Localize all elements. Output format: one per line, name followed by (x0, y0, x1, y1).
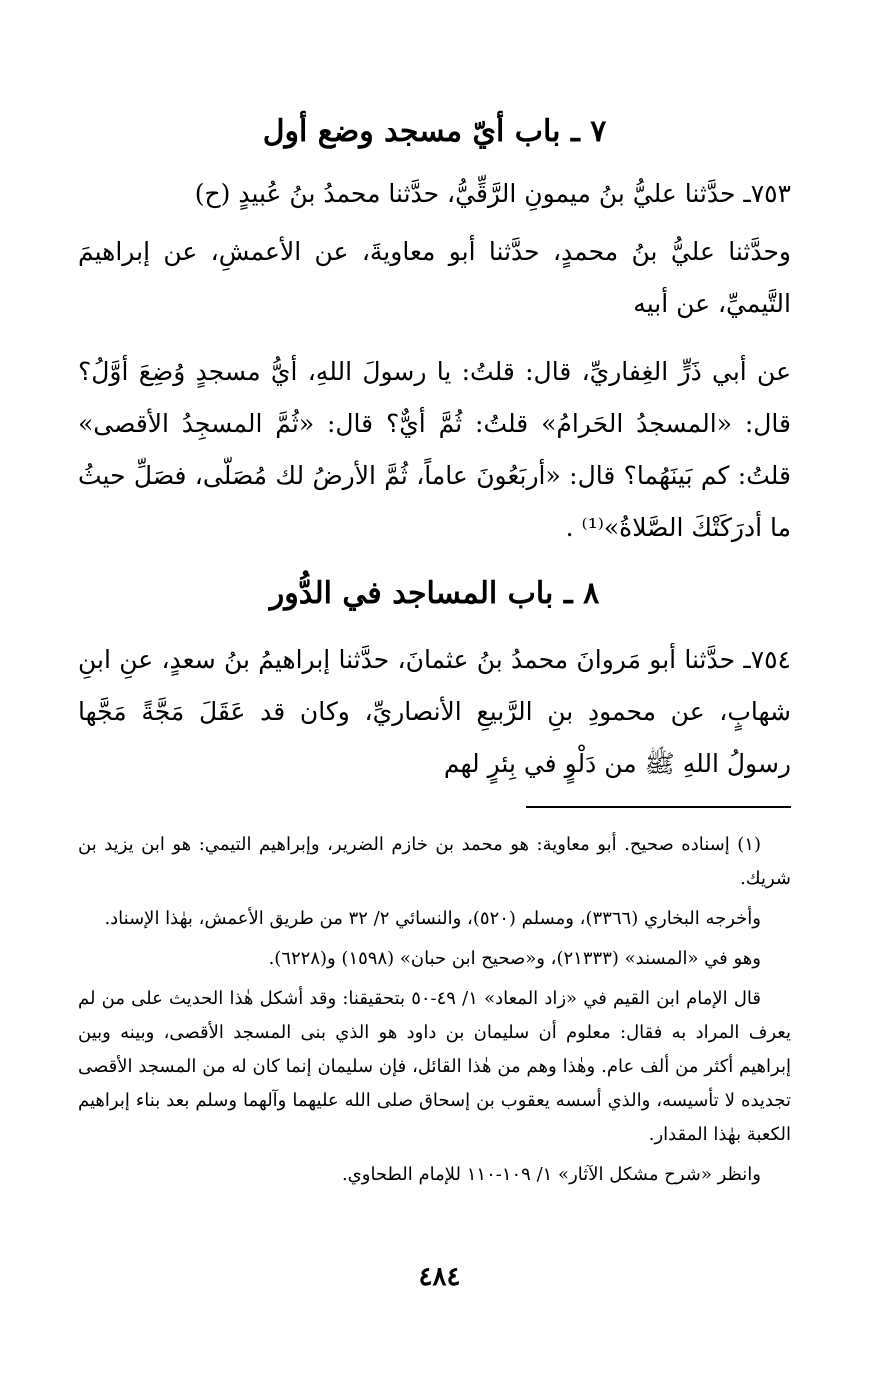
hadith-753-isnad-2: وحدَّثنا عليُّ بنُ محمدٍ، حدَّثنا أبو معاويةَ، عن الأعمشِ، عن إبراهيمَ التَّيميِّ، عن أبيه (78, 237, 791, 318)
hadith-754: ٧٥٤ـ حدَّثنا أبو مَروانَ محمدُ بنُ عثمانَ، حدَّثنا إبراهيمُ بنُ سعدٍ، عنِ ابنِ شهابٍ، عن محمودِ بنِ الرَّبيعِ الأنصاريِّ، وكان قد عَقَلَ مَجَّةً مَجَّها رسولُ اللهِ ﷺ من دَلْوٍ في بِئرٍ لهم (78, 645, 791, 778)
footnote-1-takhrij: وأخرجه البخاري (٣٣٦٦)، ومسلم (٥٢٠)، والنسائي ٢/ ٣٢ من طريق الأعمش، بهٰذا الإسناد. (104, 908, 761, 929)
hadith-753-matn: عن أبي ذَرٍّ الغِفاريِّ، قال: قلتُ: يا رسولَ اللهِ، أيُّ مسجدٍ وُضِعَ أوَّلُ؟ قال: «المسجدُ الحَرامُ» قلتُ: ثُمَّ أيٌّ؟ قال: «ثُمَّ المسجِدُ الأقصى» قلتُ: كم بَينَهُما؟ قال: «أربَعُونَ عاماً، ثُمَّ الأرضُ لك مُصَلّى، فصَلِّ حيثُ ما أدرَكَتْكَ الصَّلاةُ»⁽¹⁾ . (78, 357, 791, 542)
footnote-1-ibn-qayyim: قال الإمام ابن القيم في «زاد المعاد» ١/ ٤٩-٥٠ بتحقيقنا: وقد أشكل هٰذا الحديث على من لم يعرف المراد به فقال: معلوم أن سليمان بن داود هو الذي بنى المسجد الأقصى، وبينه وبين إبراهيم أكثر من ألف عام. وهٰذا وهم من هٰذا القائل، فإن سليمان إنما كان له من المسجد الأقصى تجديده لا تأسيسه، والذي أسسه يعقوب بن إسحاق صلى الله عليهما وآلهما وسلم بعد بناء إبراهيم الكعبة بهٰذا المقدار. (78, 988, 791, 1145)
chapter-heading-7: ٧ ـ باب أيّ مسجد وضع أول (262, 114, 607, 149)
hadith-753-isnad-1: ٧٥٣ـ حدَّثنا عليُّ بنُ ميمونِ الرَّقِّيُّ، حدَّثنا محمدُ بنُ عُبيدٍ (ح) (194, 179, 791, 208)
footnote-1: (١) إسناده صحيح. أبو معاوية: هو محمد بن خازم الضرير، وإبراهيم التيمي: هو ابن يزيد بن شريك. (78, 834, 791, 889)
footnote-1-see-also: وانظر «شرح مشكل الآثار» ١/ ١٠٩-١١٠ للإمام الطحاوي. (341, 1164, 761, 1185)
footnote-separator (526, 806, 791, 808)
chapter-heading-8: ٨ ـ باب المساجد في الدُّور (269, 576, 600, 611)
page-number: ٤٨٤ (418, 1262, 461, 1292)
footnote-1-musnad: وهو في «المسند» (٢١٣٣٣)، و«صحيح ابن حبان» (١٥٩٨) و(٦٢٢٨). (268, 948, 761, 969)
